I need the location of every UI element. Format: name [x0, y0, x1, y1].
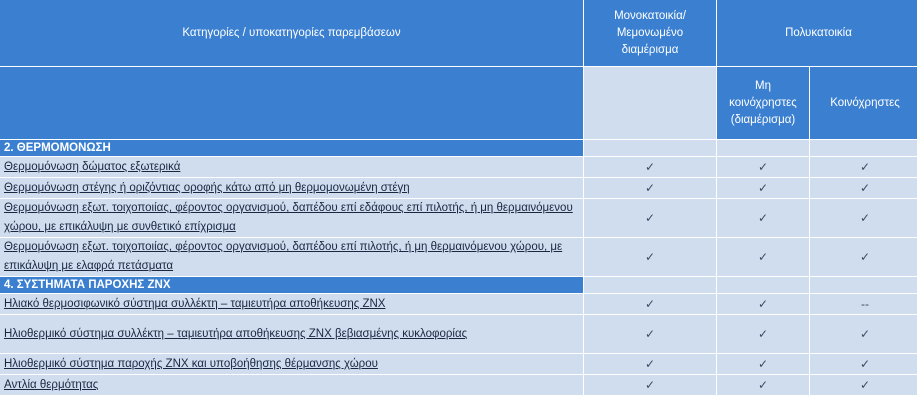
check-cell	[584, 315, 716, 353]
check-icon: ✓	[644, 356, 656, 371]
check-icon: ✓	[644, 326, 656, 341]
single-house-header-label: Μονοκατοικία/ Μεμονωμένο διαμέρισμα	[614, 9, 686, 56]
check-icon: ✓	[644, 180, 656, 195]
categories-header-label: Κατηγορίες / υποκατηγορίες παρεμβάσεων	[182, 26, 401, 39]
check-cell	[810, 315, 917, 353]
check-icon: ✓	[644, 249, 656, 264]
row-label-text: Θερμομόνωση εξωτ. τοιχοποιίας, φέροντος οργανισμού, δαπέδου επί πιλοτής, ή μη θερμαινόμενου χώρου, με επικάλυψη με ελαφρά πετάσματα	[4, 241, 563, 272]
check-cell	[810, 199, 917, 237]
common-header-label: Κοινόχρηστες	[830, 96, 900, 109]
check-icon: ✓	[644, 377, 656, 392]
categories-header-blank	[0, 67, 583, 139]
table-row-label	[0, 294, 583, 314]
check-icon: ✓	[757, 210, 769, 225]
check-icon: ✓	[859, 210, 871, 225]
single-house-subheader-blank	[584, 67, 716, 139]
table-row-label	[0, 199, 583, 237]
check-icon: ✓	[757, 356, 769, 371]
check-icon: ✓	[757, 296, 769, 311]
section-title-label: 4. ΣΥΣΤΗΜΑΤΑ ΠΑΡΟΧΗΣ ΖΝΧ	[4, 278, 171, 291]
common-header	[810, 67, 917, 139]
check-cell	[810, 354, 917, 374]
check-cell	[717, 354, 809, 374]
section-title-label: 2. ΘΕΡΜΟΜΟΝΩΣΗ	[4, 141, 111, 154]
check-cell	[717, 199, 809, 237]
check-cell	[584, 238, 716, 276]
check-icon: ✓	[757, 159, 769, 174]
section-fill	[584, 277, 716, 293]
table-row-label	[0, 157, 583, 177]
row-label-text: Θερμομόνωση δώματος εξωτερικά	[4, 160, 181, 173]
table-row-label	[0, 354, 583, 374]
row-label-text: Θερμομόνωση εξωτ. τοιχοποιίας, φέροντος οργανισμού, δαπέδου επί εδάφους επί πιλοτής, ή μη θερμαινόμενου χώρου, με επικάλυψη με συνθετικό επίχρισμα	[4, 202, 573, 233]
check-cell	[584, 157, 716, 177]
table-row-label	[0, 315, 583, 353]
table-row-label	[0, 178, 583, 198]
non-common-header	[717, 67, 809, 139]
check-cell	[810, 157, 917, 177]
check-cell	[717, 375, 809, 395]
check-icon: ✓	[757, 249, 769, 264]
row-label-text: Ηλιοθερμικό σύστημα συλλέκτη – ταμιευτήρα αποθήκευσης ΖΝΧ βεβιασμένης κυκλοφορίας	[4, 327, 468, 340]
check-icon: ✓	[859, 326, 871, 341]
check-cell	[810, 178, 917, 198]
check-cell	[584, 375, 716, 395]
check-icon: ✓	[757, 326, 769, 341]
single-house-header	[584, 0, 716, 66]
multi-house-header	[717, 0, 917, 66]
row-label-text: Ηλιοθερμικό σύστημα παροχής ΖΝΧ και υποβοήθησης θέρμανσης χώρου	[4, 357, 378, 370]
check-cell	[717, 178, 809, 198]
section-fill	[717, 140, 809, 156]
check-icon: ✓	[644, 159, 656, 174]
table-row-label	[0, 238, 583, 276]
check-cell	[584, 178, 716, 198]
table-row-label	[0, 375, 583, 395]
check-cell	[717, 157, 809, 177]
check-cell	[717, 315, 809, 353]
categories-header	[0, 0, 583, 66]
check-cell	[584, 354, 716, 374]
dash-mark: --	[861, 296, 869, 311]
check-icon: ✓	[757, 180, 769, 195]
check-cell	[584, 199, 716, 237]
check-icon: ✓	[757, 377, 769, 392]
section-fill	[717, 277, 809, 293]
check-icon: ✓	[644, 296, 656, 311]
check-cell	[717, 238, 809, 276]
row-label-text: Αντλία θερμότητας	[4, 378, 99, 391]
check-icon: ✓	[859, 180, 871, 195]
check-icon: ✓	[859, 377, 871, 392]
section-fill	[810, 277, 917, 293]
check-cell	[717, 294, 809, 314]
check-cell	[584, 294, 716, 314]
non-common-header-label: Μη κοινόχρηστες (διαμέρισμα)	[729, 79, 797, 126]
check-icon: ✓	[859, 249, 871, 264]
row-label-text: Θερμομόνωση στέγης ή οριζόντιας οροφής κάτω από μη θερμομονωμένη στέγη	[4, 181, 410, 194]
check-icon: ✓	[644, 210, 656, 225]
check-cell	[810, 238, 917, 276]
section-title	[0, 140, 583, 156]
check-icon: ✓	[859, 356, 871, 371]
section-fill	[584, 140, 716, 156]
row-label-text: Ηλιακό θερμοσιφωνικό σύστημα συλλέκτη – ταμιευτήρα αποθήκευσης ΖΝΧ	[4, 297, 386, 310]
section-fill	[810, 140, 917, 156]
dash-cell	[810, 294, 917, 314]
check-cell	[810, 375, 917, 395]
section-title	[0, 277, 583, 293]
multi-house-header-label: Πολυκατοικία	[785, 26, 852, 39]
check-icon: ✓	[859, 159, 871, 174]
